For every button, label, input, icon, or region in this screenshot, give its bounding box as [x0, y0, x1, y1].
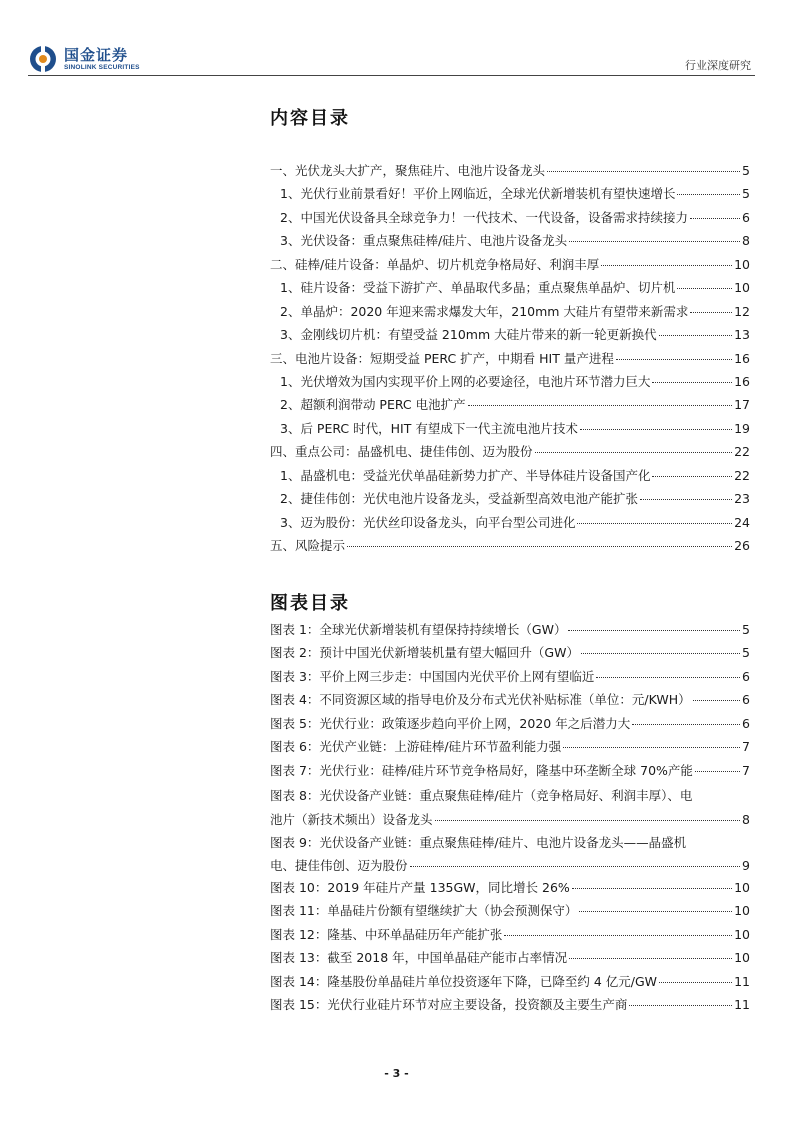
figure-entry-9[interactable]: 图表 9：光伏设备产业链：重点聚焦硅棒/硅片、电池片设备龙头——晶盛机 电、捷佳伟创、迈为股份 9: [270, 834, 750, 874]
figure-entry-12[interactable]: 图表 12：隆基、中环单晶硅历年产能扩张 10: [270, 926, 750, 942]
toc-entry-4-3[interactable]: 3、迈为股份：光伏丝印设备龙头，向平台型公司进化 24: [280, 514, 750, 530]
figure-entry-6[interactable]: 图表 6：光伏产业链：上游硅棒/硅片环节盈利能力强 7: [270, 739, 750, 755]
toc-entry-2-2[interactable]: 2、单晶炉：2020 年迎来需求爆发大年，210mm 大硅片有望带来新需求 12: [280, 303, 750, 319]
header-divider: [28, 75, 755, 76]
toc-entry-3-1[interactable]: 1、光伏增效为国内实现平价上网的必要途径，电池片环节潜力巨大 16: [280, 373, 750, 389]
toc-entry-1[interactable]: 一、光伏龙头大扩产，聚焦硅片、电池片设备龙头 5: [270, 163, 750, 178]
toc-entry-2-3[interactable]: 3、金刚线切片机：有望受益 210mm 大硅片带来的新一轮更新换代 13: [280, 327, 750, 343]
figure-entry-7[interactable]: 图表 7：光伏行业：硅棒/硅片环节竞争格局好，隆基中环垄断全球 70%产能 7: [270, 762, 750, 778]
toc-entry-4[interactable]: 四、重点公司：晶盛机电、捷佳伟创、迈为股份 22: [270, 444, 750, 460]
figure-entry-13[interactable]: 图表 13：截至 2018 年，中国单晶硅产能市占率情况 10: [270, 950, 750, 966]
figure-entry-11[interactable]: 图表 11：单晶硅片份额有望继续扩大（协会预测保守） 10: [270, 903, 750, 919]
toc-entry-3-2[interactable]: 2、超额利润带动 PERC 电池扩产 17: [280, 397, 750, 413]
logo-chinese-name: 国金证券: [64, 45, 129, 64]
toc-entry-4-2[interactable]: 2、捷佳伟创：光伏电池片设备龙头，受益新型高效电池产能扩张 23: [280, 491, 750, 507]
figure-entry-2[interactable]: 图表 2：预计中国光伏新增装机量有望大幅回升（GW） 5: [270, 645, 750, 661]
figure-entry-5[interactable]: 图表 5：光伏行业：政策逐步趋向平价上网，2020 年之后潜力大 6: [270, 715, 750, 731]
toc-entry-1-3[interactable]: 3、光伏设备：重点聚焦硅棒/硅片、电池片设备龙头 8: [280, 233, 750, 249]
figure-entry-10[interactable]: 图表 10：2019 年硅片产量 135GW，同比增长 26% 10: [270, 879, 750, 895]
toc-entry-3[interactable]: 三、电池片设备：短期受益 PERC 扩产，中期看 HIT 量产进程 16: [270, 350, 750, 366]
figures-title: 图表目录: [270, 593, 350, 614]
page-number: - 3 -: [384, 1067, 409, 1080]
table-of-contents: [270, 161, 750, 559]
toc-entry-5[interactable]: 五、风险提示 26: [270, 538, 750, 553]
figure-entry-15[interactable]: 图表 15：光伏行业硅片环节对应主要设备，投资额及主要生产商 11: [270, 997, 750, 1013]
report-type-label: 行业深度研究: [685, 59, 751, 72]
company-logo: [28, 42, 140, 76]
toc-entry-3-3[interactable]: 3、后 PERC 时代，HIT 有望成下一代主流电池片技术 19: [280, 420, 750, 436]
toc-entry-2[interactable]: 二、硅棒/硅片设备：单晶炉、切片机竞争格局好、利润丰厚 10: [270, 256, 750, 272]
logo-english-name: SINOLINK SECURITIES: [64, 63, 140, 71]
figure-entry-14[interactable]: 图表 14：隆基股份单晶硅片单位投资逐年下降，已降至约 4 亿元/GW 11: [270, 973, 750, 989]
figure-entry-4[interactable]: 图表 4：不同资源区域的指导电价及分布式光伏补贴标准（单位：元/KWH） 6: [270, 692, 750, 708]
toc-entry-1-2[interactable]: 2、中国光伏设备具全球竞争力！一代技术、一代设备，设备需求持续接力 6: [280, 209, 750, 225]
toc-entry-2-1[interactable]: 1、硅片设备：受益下游扩产、单晶取代多晶；重点聚焦单晶炉、切片机 10: [280, 280, 750, 296]
figure-entry-8[interactable]: 图表 8：光伏设备产业链：重点聚焦硅棒/硅片（竞争格局好、利润丰厚）、电 池片（新技术频出）设备龙头 8: [270, 788, 750, 827]
list-of-figures: [270, 620, 750, 1018]
contents-title: 内容目录: [270, 108, 350, 129]
toc-entry-4-1[interactable]: 1、晶盛机电：受益光伏单晶硅新势力扩产、半导体硅片设备国产化 22: [280, 467, 750, 483]
sinolink-logo-icon: [28, 44, 58, 74]
toc-entry-1-1[interactable]: 1、光伏行业前景看好！平价上网临近，全球光伏新增装机有望快速增长 5: [280, 186, 750, 202]
figure-entry-1[interactable]: 图表 1：全球光伏新增装机有望保持持续增长（GW） 5: [270, 622, 750, 637]
figure-entry-3[interactable]: 图表 3：平价上网三步走：中国国内光伏平价上网有望临近 6: [270, 668, 750, 684]
